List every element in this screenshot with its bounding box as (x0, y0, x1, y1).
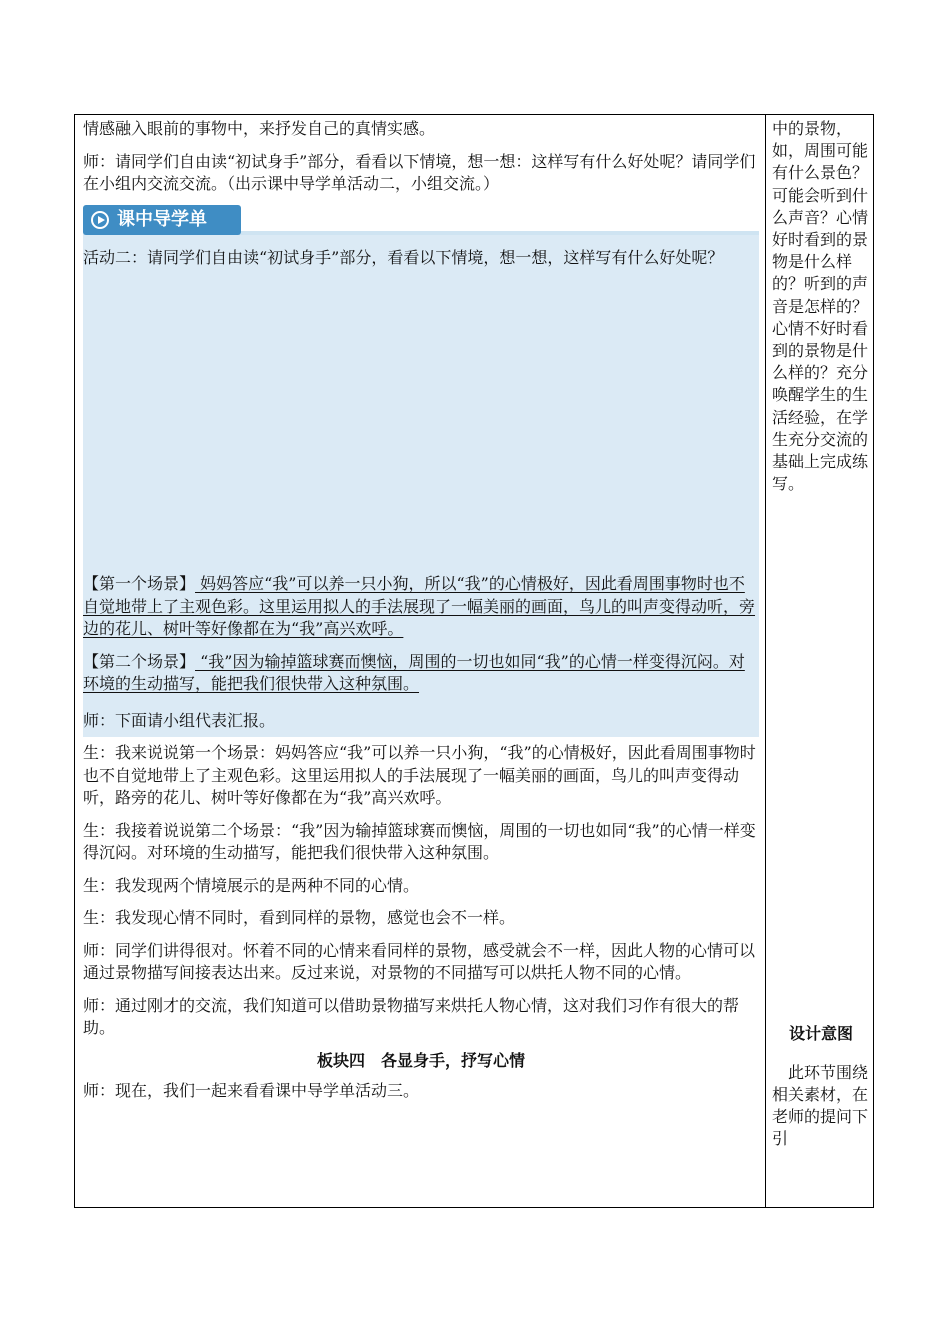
paragraph: 师：同学们讲得很对。怀着不同的心情来看同样的景物，感受就会不一样，因此人物的心情可以通过景物描写间接表达出来。反过来说，对景物的不同描写可以烘托人物不同的心情。 (83, 940, 756, 982)
paragraph: 生：我接着说说第二个场景：“我”因为输掉篮球赛而懊恼，周围的一切也如同“我”的心情一样变得沉闷。对环境的生动描写，能把我们很快带入这种氛围。 (83, 820, 756, 862)
activity-two: 活动二：请同学们自由读“初试身手”部分，看看以下情境，想一想，这样写有什么好处呢？ (83, 247, 724, 267)
main-column (83, 115, 759, 1103)
scene-one-text: 妈妈答应“我”可以养一只小狗，所以“我”的心情极好，因此看周围事物时也不自觉地带上了主观色彩。这里运用拟人的手法展现了一幅美丽的画面，鸟儿的叫声变得动听，旁边的花儿、树叶等好像都在为“我”高兴欢呼。 (83, 574, 756, 638)
paragraph: 师：下面请小组代表汇报。 (83, 710, 276, 730)
column-divider (765, 115, 766, 1207)
paragraph: 生：我发现两个情境展示的是两种不同的心情。 (83, 875, 420, 895)
side-note: 中的景物，如，周围可能有什么景色？可能会听到什么声音？心情好时看到的景物是什么样的？听到的声音是怎样的？心情不好时看到的景物是什么样的？充分唤醒学生的生活经验，在学生充分交流的基础上完成练写。 (772, 119, 869, 494)
scene-one (83, 573, 759, 641)
section-title: 板块四 各显身手，抒写心情 (316, 1050, 525, 1070)
design-intent-title: 设计意图 (788, 1024, 853, 1044)
scene-one-label: 【第一个场景】 (83, 574, 196, 593)
paragraph: 情感融入眼前的事物中，来抒发自己的真情实感。 (83, 119, 436, 138)
paragraph: 生：我发现心情不同时，看到同样的景物，感觉也会不一样。 (83, 908, 516, 927)
side-column (772, 115, 870, 1150)
scene-two-label: 【第二个场景】 (83, 651, 196, 671)
paragraph: 师：现在，我们一起来看看课中导学单活动三。 (83, 1081, 420, 1100)
lesson-table (74, 114, 874, 1208)
side-note: 此环节围绕相关素材，在老师的提问下引 (772, 1062, 869, 1149)
scene-two (83, 651, 759, 696)
paragraph: 生：我来说说第一个场景：妈妈答应“我”可以养一只小狗，“我”的心情极好，因此看周围事物时也不自觉地带上了主观色彩。这里运用拟人的手法展现了一幅美丽的画面，鸟儿的叫声变得动听，路旁的花儿、树叶等好像都在为“我”高兴欢呼。 (83, 743, 756, 807)
paragraph: 师：通过刚才的交流，我们知道可以借助景物描写来烘托人物心情，这对我们习作有很大的帮助。 (83, 995, 740, 1037)
banner-label: 课中导学单 (117, 209, 207, 230)
scene-two-text: “我”因为输掉篮球赛而懊恼，周围的一切也如同“我”的心情一样变得沉闷。对环境的生动描写，能把我们很快带入这种氛围。 (83, 651, 745, 693)
paragraph: 师：请同学们自由读“初试身手”部分，看看以下情境，想一想：这样写有什么好处呢？请同学们在小组内交流交流。（出示课中导学单活动二，小组交流。） (83, 151, 756, 193)
